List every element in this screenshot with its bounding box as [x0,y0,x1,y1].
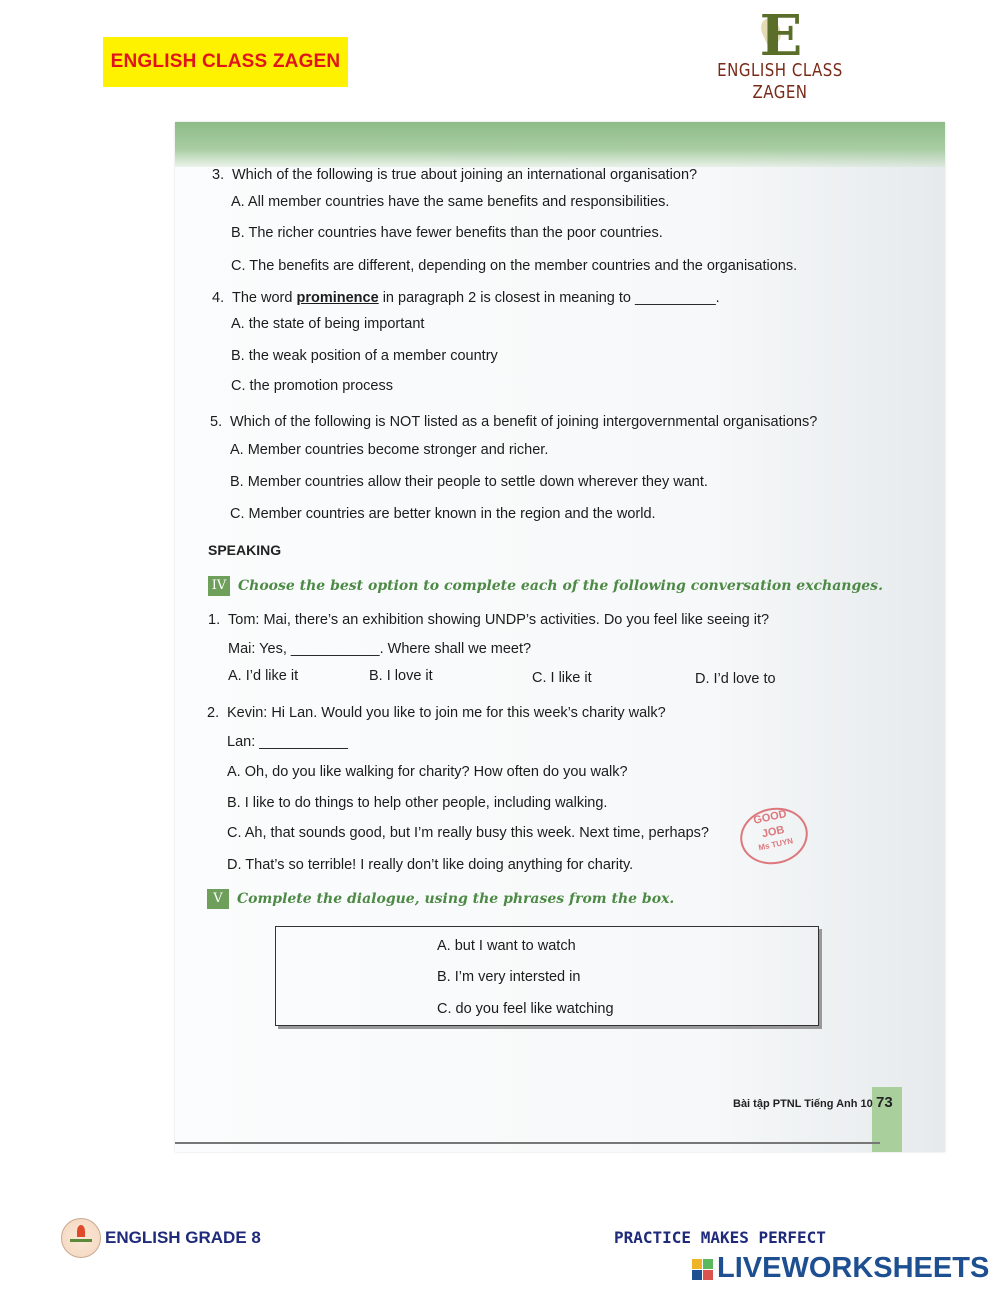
phrase-a: A. but I want to watch [437,938,576,954]
page-bottom-rule [175,1142,880,1144]
q3-option-b: B. The richer countries have fewer benefits than the poor countries. [231,225,663,241]
q4-option-b: B. the weak position of a member country [231,348,498,364]
q5-option-a: A. Member countries become stronger and richer. [230,442,549,458]
section-iv-number: IV [208,576,230,596]
grade-label: ENGLISH GRADE 8 [105,1228,261,1247]
section-iv-instruction: Choose the best option to complete each of the following conversation exchanges. [238,578,883,594]
ex2-option-a: A. Oh, do you like walking for charity? How often do you walk? [227,764,628,780]
question-4: 4. The word prominence in paragraph 2 is closest in meaning to __________. [212,290,720,306]
q4-option-c: C. the promotion process [231,378,393,394]
ex1-option-c: C. I like it [532,670,592,686]
exchange-1: 1. Tom: Mai, there’s an exhibition showing UNDP’s activities. Do you feel like seeing it? [208,612,770,628]
exchange-1-response: Mai: Yes, ___________. Where shall we meet? [228,641,532,657]
liveworksheets-icon [692,1259,714,1281]
page-number: 73 [876,1094,893,1111]
exchange-2-response: Lan: ___________ [227,734,348,750]
class-badge: ENGLISH CLASS ZAGEN [103,37,348,87]
page-top-band [175,122,945,167]
book-title: Bài tập PTNL Tiếng Anh 10 [733,1098,873,1110]
speaking-heading: SPEAKING [208,542,282,558]
phrase-b: B. I’m very intersted in [437,969,581,985]
question-5: 5. Which of the following is NOT listed as a benefit of joining intergovernmental organisations? [210,414,818,430]
ex2-option-b: B. I like to do things to help other people, including walking. [227,795,608,811]
logo-letter: E [759,3,803,69]
ex1-option-a: A. I’d like it [228,668,299,684]
logo-text: ENGLISH CLASS ZAGEN [717,59,843,103]
keyword-prominence: prominence [296,290,379,306]
section-v-instruction: Complete the dialogue, using the phrases from the box. [237,891,675,907]
ex2-option-d: D. That’s so terrible! I really don’t like doing anything for charity. [227,857,634,873]
q5-option-c: C. Member countries are better known in the region and the world. [230,506,656,522]
q5-option-b: B. Member countries allow their people to settle down wherever they want. [230,474,708,490]
ex1-option-d: D. I’d love to [695,671,776,687]
exchange-2: 2. Kevin: Hi Lan. Would you like to join me for this week’s charity walk? [207,705,666,721]
q3-option-a: A. All member countries have the same benefits and responsibilities. [231,194,670,210]
question-3: 3. Which of the following is true about joining an international organisation? [212,167,698,183]
section-iv-header [208,576,883,596]
q3-option-c: C. The benefits are different, depending on the member countries and the organisations. [231,258,798,274]
motto-label: PRACTICE MAKES PERFECT [614,1228,826,1247]
section-v-number: V [207,889,229,909]
phrase-c: C. do you feel like watching [437,1001,614,1017]
liveworksheets-brand[interactable]: LIVEWORKSHEETS [717,1252,990,1284]
ex2-option-c: C. Ah, that sounds good, but I’m really busy this week. Next time, perhaps? [227,825,709,841]
q4-option-a: A. the state of being important [231,316,425,332]
ex1-option-b: B. I love it [369,668,433,684]
school-logo-icon [61,1218,101,1258]
section-v-header [207,889,674,909]
good-job-stamp: GOOD JOB Ms TUYN [735,802,813,871]
